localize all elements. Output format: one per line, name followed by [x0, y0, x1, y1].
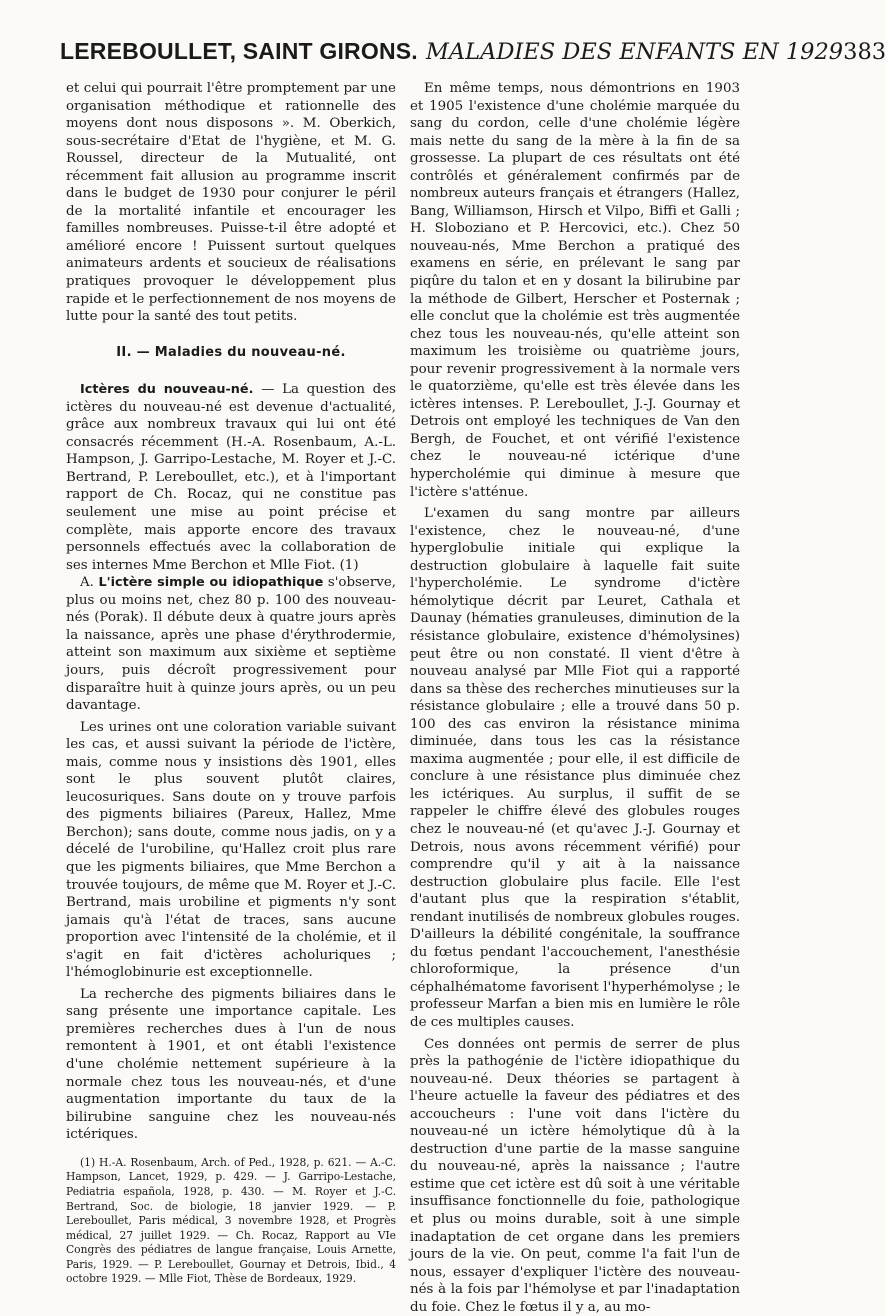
paragraph-icteres-text: — La question des ictères du nouveau-né est devenue d'actualité, grâce aux nombreux travaux qui lui ont été consacrés récemment (H.-A. Rosenbaum, A.-L. Hampson, J. Garripo-Lestache, M. Royer et J.-C. Bertrand, P. Lereboullet, etc.), et à l'important rapport de Ch. Rocaz, qui ne constitue pas seulement une mise au point précise et complète, mais apporte encore des travaux personnels effectués avec la collaboration de ses internes Mme Berchon et Mlle Fiot. (1) — [66, 382, 396, 573]
header-title: MALADIES DES ENFANTS EN 1929 — [425, 39, 844, 65]
paragraph-a-text: s'observe, plus ou moins net, chez 80 p. 100 des nouveau-nés (Porak). Il débute deux à quatre jours après la naissance, après une phase d'érythrodermie, atteint son maximum aux sixième et septième jours, puis décroît progressivement pour disparaître huit à quinze jours après, ou un peu davantage. — [66, 575, 397, 714]
section-title: II. — Maladies du nouveau-né. — [116, 344, 346, 360]
run-in-heading-ictere-simple: L'ictère simple ou idiopathique — [98, 575, 324, 591]
paragraph-continuation: et celui qui pourrait l'être promptement par une organisation méthodique et rationnelle des moyens dont nous disposons ». M. Oberkich, sous-secrétaire d'Etat de l'hygiène, et M. G. Roussel, directeur de la Mutualité, ont récemment fait allusion au programme inscrit dans le budget de 1930 pour conjurer le péril de la mortalité infantile et encourager les familles nombreuses. Puisse-t-il être adopté et amélioré encore ! Puissent surtout quelques animateurs ardents et soucieux de réalisations pratiques provoquer le développement plus rapide et le perfectionnement de nos moyens de lutte pour la santé des tout petits. — [66, 81, 396, 325]
right-column — [410, 80, 740, 1316]
paragraph-examen-sang: L'examen du sang montre par ailleurs l'existence, chez le nouveau-né, d'une hyperglobulie initiale qui explique la destruction globulaire à laquelle fait suite l'hypercholémie. Le syndrome d'ictère hémolytique décrit par Leuret, Cathala et Daunay (hématies granuleuses, diminution de la résistance globulaire, existence d'hémolysines) peut être ou non constaté. Il vient d'être à nouveau analysé par Mlle Fiot qui a rapporté dans sa thèse des recherches minutieuses sur la résistance globulaire ; elle a trouvé dans 50 p. 100 des cas environ la résistance minima diminuée, dans tous les cas la résistance maxima augmentée ; pour elle, il est difficile de conclure à une résistance plus diminuée chez les ictériques. Au surplus, il suffit de se rappeler le chiffre élevé des globules rouges chez le nouveau-né (et qu'avec J.-J. Gournay et Detrois, nous avons récemment vérifié) pour comprendre qu'il y ait à la naissance destruction globulaire plus facile. Elle l'est d'autant plus que la respiration s'établit, rendant inutilisés de nombreux globules rouges. D'ailleurs la débilité congénitale, la souffrance du fœtus pendant l'accouchement, l'anesthésie chloroformique, la présence d'un céphalhématome favorisent l'hyperhémolyse ; le professeur Marfan a bien mis en lumière le rôle de ces multiples causes. — [410, 506, 740, 1030]
footnote — [66, 1156, 396, 1287]
paragraph-icteres — [66, 381, 396, 574]
footnote-text: (1) H.-A. Rosenbaum, Arch. of Ped., 1928, p. 621. — A.-C. Hampson, Lancet, 1929, p. 429. — J. Garripo-Lestache, Pediatria española, 1928, p. 430. — M. Royer et J.-C. Bertrand, Soc. de biologie, 18 janvier 1929. — P. Lereboullet, Paris médical, 3 novembre 1928, et Progrès médical, 27 juillet 1929. — Ch. Rocaz, Rapport au VIe Congrès des pédiatres de langue française, Louis Arnette, Paris, 1929. — P. Lereboullet, Gournay et Detrois, Ibid., 4 octobre 1929. — Mlle Fiot, Thèse de Bordeaux, 1929. — [66, 1155, 396, 1286]
running-header — [60, 38, 886, 74]
paragraph-a-lead: A. — [80, 575, 99, 591]
paragraph-cholemie: En même temps, nous démontrions en 1903 et 1905 l'existence d'une cholémie marquée du sang du cordon, celle d'une cholémie légère mais nette du sang de la mère à la fin de sa grossesse. La plupart de ces résultats ont été contrôlés et généralement confirmés par de nombreux auteurs français et étrangers (Hallez, Bang, Williamson, Hirsch et Vilpo, Biffi et Galli ; H. Sloboziano et P. Hercovici, etc.). Chez 50 nouveau-nés, Mme Berchon a pratiqué des examens en série, en prélevant le sang par piqûre du talon et en y dosant la bilirubine par la méthode de Gilbert, Herscher et Posternak ; elle conclut que la cholémie est très augmentée chez tous les nouveau-nés, qu'elle atteint son maximum les troisième ou quatrième jours, pour revenir progressivement à la normale vers le quatorzième, qu'elle est très élevée dans les ictères intenses. P. Lereboullet, J.-J. Gournay et Detrois ont employé les techniques de Van den Bergh, de Fouchet, et ont vérifié l'existence chez le nouveau-né ictérique d'une hypercholémie qui diminue à mesure que l'ictère s'atténue. — [410, 81, 740, 500]
run-in-heading-icteres: Ictères du nouveau-né. — [80, 382, 254, 398]
left-column — [66, 80, 396, 1287]
header-authors: LEREBOULLET, SAINT GIRONS. — [60, 38, 418, 64]
paragraph-urines: Les urines ont une coloration variable suivant les cas, et aussi suivant la période de l'ictère, mais, comme nous y insistions dès 1901, elles sont le plus souvent plutôt claires, leucosuriques. Sans doute on y trouve parfois des pigments biliaires (Pareux, Hallez, Mme Berchon); sans doute, comme nous jadis, on y a décelé de l'urobiline, qu'Hallez croit plus rare que les pigments biliaires, que Mme Berchon a trouvée toujours, de même que M. Royer et J.-C. Bertrand, mais urobiline et pigments n'y sont jamais qu'à l'état de traces, sans aucune proportion avec l'intensité de la cholémie, et il s'agit en fait d'ictères acholuriques ; l'hémoglobinurie est exceptionnelle. — [66, 719, 396, 981]
paragraph-ictere-simple — [66, 574, 396, 714]
paragraph-sang: La recherche des pigments biliaires dans le sang présente une importance capitale. Les premières recherches dues à l'un de nous remontent à 1901, et ont établi l'existence d'une cholémie nettement supérieure à la normale chez tous les nouveau-nés, et d'une augmentation importante du taux de la bilirubine sanguine chez les nouveau-nés ictériques. — [66, 986, 396, 1143]
page-number: 383 — [843, 39, 886, 65]
paragraph-pathogenie: Ces données ont permis de serrer de plus près la pathogénie de l'ictère idiopathique du nouveau-né. Deux théories se partagent à l'heure actuelle la faveur des pédiatres et des accoucheurs : l'une voit dans l'ictère du nouveau-né un ictère hémolytique dû à la destruction d'une partie de la masse sanguine du nouveau-né, après la naissance ; l'autre estime que cet ictère est dû soit à une véritable insuffisance fonctionnelle du foie, pathologique et plus ou moins durable, soit à une simple inadaptation de cet organe dans les premiers jours de la vie. On peut, comme l'a fait l'un de nous, essayer d'expliquer l'ictère des nouveau-nés à la fois par l'hémolyse et par l'inadaptation du foie. Chez le fœtus il y a, au mo- — [410, 1036, 740, 1315]
